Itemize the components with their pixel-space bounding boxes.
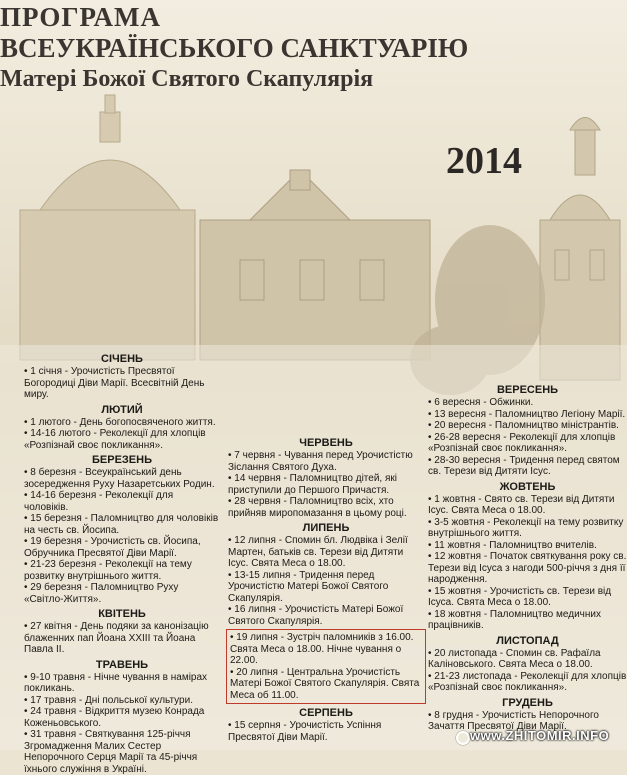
month-heading: ТРАВЕНЬ	[95, 658, 149, 671]
year-label: 2014	[446, 140, 522, 182]
event-item: • 8 грудня - Урочистість Непорочного Зачаття Пресвятої Діви Марії.	[428, 710, 627, 733]
watermark: www.ZHITOMIR.INFO	[470, 728, 610, 743]
event-item: • 15 серпня - Урочистість Успіння Пресвятої Діви Марії.	[228, 720, 424, 743]
month-heading: СІЧЕНЬ	[101, 353, 143, 365]
event-item: • 6 вересня - Обжинки.	[428, 397, 627, 409]
event-item: • 7 червня - Чування перед Урочистістю Зіслання Святого Духа.	[228, 450, 424, 473]
month-heading: БЕРЕЗЕНЬ	[92, 454, 152, 466]
event-item: • 15 жовтня - Урочистість св. Терези від Ісуса. Свята Меса о 18.00.	[428, 586, 627, 609]
event-item: • 27 квітня - День подяки за канонізацію блаженних пап Йоана ХХІІІ та Йоана Павла ІІ.	[24, 621, 220, 656]
event-item: • 28-30 вересня - Тридення перед святом св. Терези від Дитяти Ісус.	[428, 455, 627, 478]
event-item: • 14-16 лютого - Реколекції для хлопців «Розпізнай своє покликання».	[24, 428, 220, 451]
event-item: • 12 липня - Спомин бл. Людвіка і Зелії Мартен, батьків св. Терези від Дитяти Ісус. Свята Меса о 18.00.	[228, 535, 424, 570]
event-item: • 20 липня - Центральна Урочистість Матері Божої Святого Скапулярія. Свята Меса об 11.00.	[230, 667, 422, 702]
month-heading: ЧЕРВЕНЬ	[299, 437, 353, 449]
event-item: • 20 вересня - Паломництво міністрантів.	[428, 420, 627, 432]
event-item: • 29 березня - Паломництво Руху «Світло-Життя».	[24, 582, 220, 605]
event-item: • 1 жовтня - Свято св. Терези від Дитяти Ісус. Свята Меса о 18.00.	[428, 494, 627, 517]
sanctuary-title: ВСЕУКРАЇНСЬКОГО САНКТУАРІЮ	[0, 33, 469, 63]
month-heading: ВЕРЕСЕНЬ	[496, 384, 559, 396]
column-january-may	[24, 350, 220, 775]
program-title: ПРОГРАМА	[0, 2, 162, 32]
month-heading: ЛЮТИЙ	[101, 403, 143, 416]
month-heading: ГРУДЕНЬ	[502, 696, 553, 709]
event-item: • 21-23 листопада - Реколекції для хлопців «Розпізнай своє покликання».	[428, 671, 627, 694]
event-item: • 26-28 вересня - Реколекції для хлопців «Розпізнай своє покликання».	[428, 432, 627, 455]
month-heading: КВІТЕНЬ	[98, 608, 146, 620]
column-june-august	[228, 434, 424, 743]
event-item: • 13 вересня - Паломництво Легіону Марії.	[428, 409, 627, 421]
month-heading: ЖОВТЕНЬ	[499, 480, 556, 493]
highlighted-events-box	[226, 629, 426, 704]
month-heading: ЛИПЕНЬ	[302, 522, 350, 534]
event-item: • 8 березня - Всеукраїнський день зосередження Руху Назаретських Родин.	[24, 467, 220, 490]
event-item: • 19 липня - Зустріч паломників з 16.00. Свята Меса о 18.00. Нічне чування о 22.00.	[230, 632, 422, 667]
event-item: • 3-5 жовтня - Реколекції на тему розвитку внутрішнього життя.	[428, 517, 627, 540]
event-item: • 1 січня - Урочистість Пресвятої Богородиці Діви Марії. Всесвітній День миру.	[24, 366, 220, 401]
event-item: • 1 лютого - День богопосвяченого життя.	[24, 417, 220, 429]
event-item: • 19 березня - Урочистість св. Йосипа, Обручника Пресвятої Діви Марії.	[24, 536, 220, 559]
event-item: • 20 листопада - Спомин св. Рафаїла Каліновського. Свята Меса о 18.00.	[428, 648, 627, 671]
event-item: • 11 жовтня - Паломництво вчителів.	[428, 540, 627, 552]
event-item: • 15 березня - Паломництво для чоловіків на честь св. Йосипа.	[24, 513, 220, 536]
event-item: • 14 червня - Паломництво дітей, які приступили до Першого Причастя.	[228, 473, 424, 496]
event-item: • 13-15 липня - Тридення перед Урочистістю Матері Божої Святого Скапулярія.	[228, 570, 424, 605]
month-heading: ЛИСТОПАД	[496, 634, 559, 647]
scapular-title: Матері Божої Святого Скапулярія	[0, 66, 374, 92]
event-item: • 28 червня - Паломництво всіх, хто прийняв миропомазання в цьому році.	[228, 496, 424, 519]
event-item: • 9-10 травня - Нічне чування в намірах покликань.	[24, 672, 220, 695]
event-item: • 12 жовтня - Початок святкування року св. Терези від Ісуса з нагоди 500-річчя з дня її народження.	[428, 551, 627, 586]
event-item: • 24 травня - Відкриття музею Конрада Коженьовського.	[24, 706, 220, 729]
event-item: • 16 липня - Урочистість Матері Божої Святого Скапулярія.	[228, 604, 424, 627]
event-item: • 21-23 березня - Реколекції на тему розвитку внутрішнього життя.	[24, 559, 220, 582]
event-item: • 14-16 березня - Реколекції для чоловіків.	[24, 490, 220, 513]
event-item: • 18 жовтня - Паломництво медичних працівників.	[428, 609, 627, 632]
month-heading: СЕРПЕНЬ	[299, 707, 353, 719]
watermark-logo-icon	[456, 731, 470, 745]
column-september-december	[428, 381, 627, 733]
event-item: • 31 травня - Святкування 125-річчя Згромадження Малих Сестер Непорочного Серця Марії та 45-річчя їхнього служіння в Україні.	[24, 729, 220, 775]
event-item: • 17 травня - Дні польської культури.	[24, 695, 220, 707]
